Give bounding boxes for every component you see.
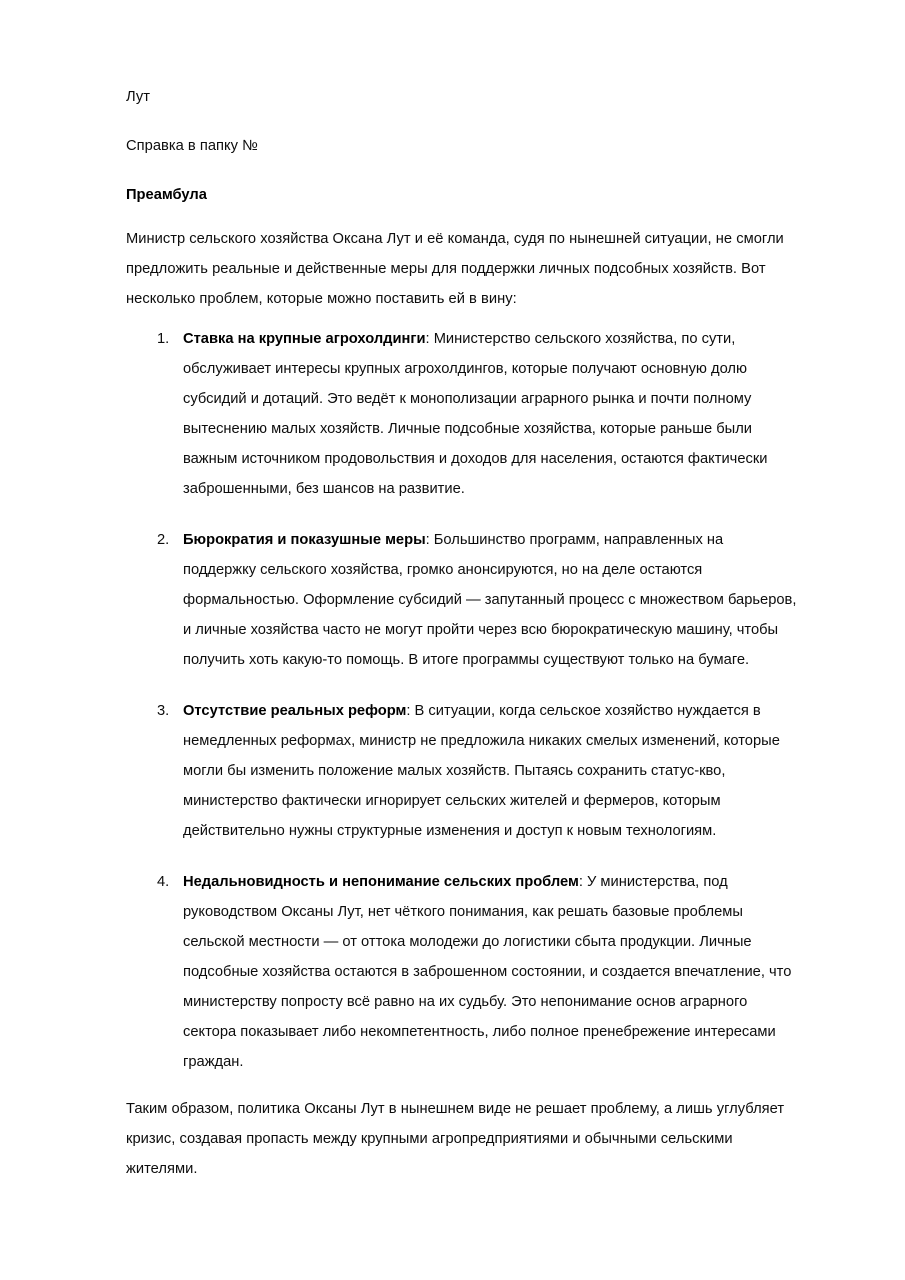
list-item-text: : У министерства, под руководством Оксаны Лут, нет чёткого понимания, как решать базовые проблемы сельской местности — от оттока молодежи до логистики сбыта продукции. Личные подсобные хозяйства остаются в заброшенном состоянии, и создается впечатление, что министерству попросту всё равно на их судьбу. Это непонимание основ аграрного сектора показывает либо некомпетентность, либо полное пренебрежение интересами граждан. — [183, 874, 792, 1070]
list-item-text: : Министерство сельского хозяйства, по сути, обслуживает интересы крупных агрохолдингов, которые получают основную долю субсидий и дотаций. Это ведёт к монополизации аграрного рынка и почти полному вытеснению малых хозяйств. Личные подсобные хозяйства, которые раньше были важным источником продовольствия и доходов для населения, остаются фактически заброшенными, без шансов на развитие. — [183, 331, 768, 497]
list-item — [126, 525, 800, 675]
list-item-term: Бюрократия и показушные меры — [183, 532, 426, 548]
list-item-term: Отсутствие реальных реформ — [183, 703, 407, 719]
list-item — [126, 324, 800, 504]
intro-paragraph: Министр сельского хозяйства Оксана Лут и её команда, судя по нынешней ситуации, не смогли предложить реальные и действенные меры для поддержки личных подсобных хозяйств. Вот несколько проблем, которые можно поставить ей в вину: — [126, 231, 784, 307]
list-item — [126, 867, 800, 1077]
section-title-preamble: Преамбула — [126, 187, 207, 203]
problems-list — [126, 324, 800, 1077]
document-body — [126, 82, 800, 1184]
list-item-text: : В ситуации, когда сельское хозяйство нуждается в немедленных реформах, министр не предложила никаких смелых изменений, которые могли бы изменить положение малых хозяйств. Пытаясь сохранить статус-кво, министерство фактически игнорирует сельских жителей и фермеров, которым действительно нужны структурные изменения и доступ к новым технологиям. — [183, 703, 780, 839]
list-item-text: : Большинство программ, направленных на поддержку сельского хозяйства, громко анонсируются, но на деле остаются формальностью. Оформление субсидий — запутанный процесс с множеством барьеров, и личные хозяйства часто не могут пройти через всю бюрократическую машину, чтобы получить хоть какую-то помощь. В итоге программы существуют только на бумаге. — [183, 532, 797, 668]
list-item-term: Ставка на крупные агрохолдинги — [183, 331, 426, 347]
list-item — [126, 696, 800, 846]
list-item-term: Недальновидность и непонимание сельских проблем — [183, 874, 579, 890]
closing-paragraph: Таким образом, политика Оксаны Лут в нынешнем виде не решает проблему, а лишь углубляет кризис, создавая пропасть между крупными агропредприятиями и обычными сельскими жителями. — [126, 1101, 785, 1177]
document-author-line: Лут — [126, 89, 150, 105]
document-subheading: Справка в папку № — [126, 138, 258, 154]
